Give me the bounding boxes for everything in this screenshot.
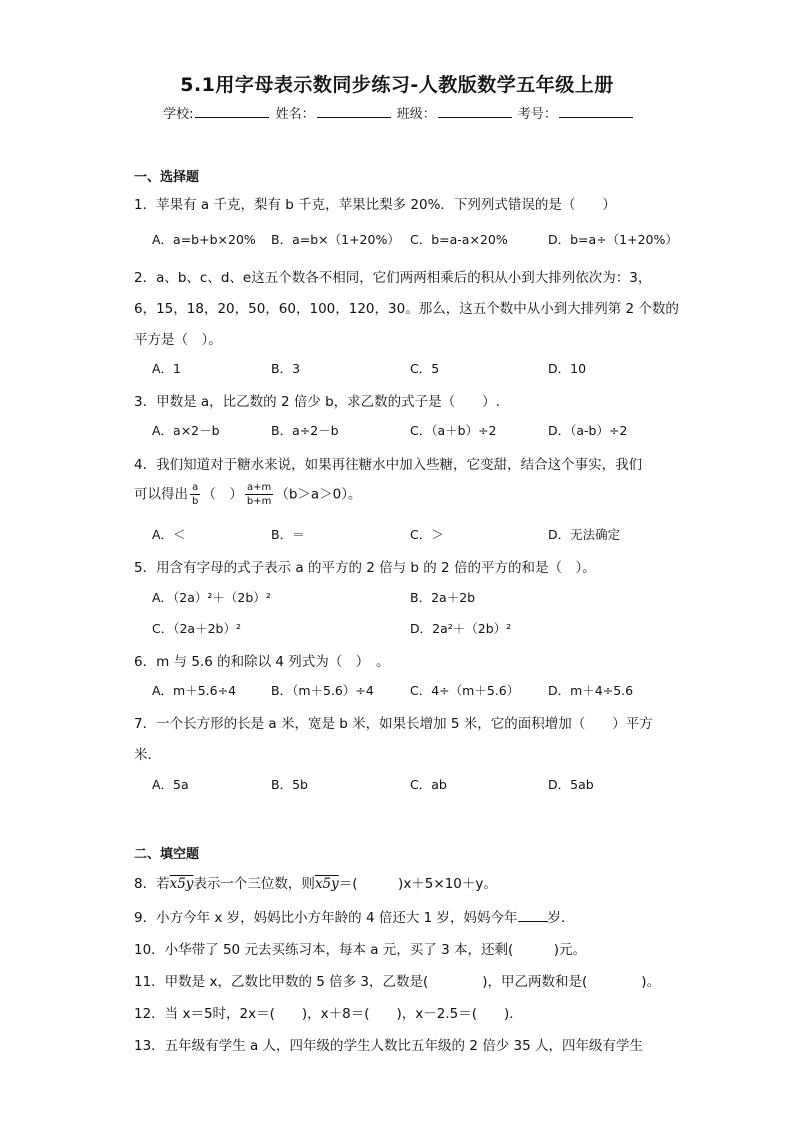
question-4-suffix: （b＞a＞0）。 — [275, 486, 362, 503]
class-blank[interactable] — [438, 105, 512, 118]
question-2-option-b[interactable]: B．3 — [271, 361, 301, 376]
question-2-option-c[interactable]: C．5 — [410, 361, 440, 376]
question-3-option-d[interactable]: D．（a-b）÷2 — [548, 423, 628, 438]
question-6-stem: 6．m 与 5.6 的和除以 4 列式为（ ） 。 — [134, 654, 390, 670]
question-9-suffix: 岁． — [547, 910, 575, 926]
question-3-stem: 3．甲数是 a，比乙数的 2 倍少 b，求乙数的式子是（ ）. — [134, 394, 500, 410]
question-4-option-b[interactable]: B．＝ — [271, 527, 305, 542]
question-2-line-2: 6，15，18，20，50，60，100，120，30。那么，这五个数中从小到大排列第 2 个数的 — [134, 301, 679, 317]
question-9-answer-blank[interactable] — [518, 910, 548, 922]
question-1-stem: 1．苹果有 a 千克，梨有 b 千克，苹果比梨多 20%．下列列式错误的是（ ） — [134, 197, 616, 213]
question-7-option-b[interactable]: B．5b — [271, 777, 308, 792]
question-1-option-d[interactable]: D．b=a÷（1+20%） — [548, 232, 678, 247]
question-8-prefix: 8．若 — [134, 876, 170, 892]
question-6-option-a[interactable]: A．m＋5.6÷4 — [152, 683, 237, 698]
fraction-am-over-bm — [245, 481, 273, 508]
question-4-option-d[interactable]: D．无法确定 — [548, 527, 621, 542]
question-3-option-a[interactable]: A．a×2－b — [152, 423, 220, 438]
question-1-option-b[interactable]: B．a=b×（1+20%） — [271, 232, 400, 247]
question-7-option-a[interactable]: A．5a — [152, 777, 189, 792]
question-11[interactable]: 11．甲数是 x，乙数比甲数的 5 倍多 3，乙数是( )，甲乙两数和是( )。 — [134, 974, 661, 990]
name-label: 姓名： — [275, 107, 315, 122]
question-13: 13．五年级有学生 a 人，四年级的学生人数比五年级的 2 倍少 35 人，四年级有学生 — [134, 1038, 643, 1054]
question-5-stem: 5．用含有字母的式子表示 a 的平方的 2 倍与 b 的 2 倍的平方的和是（ ）。 — [134, 560, 596, 576]
overlined-number-1: x5y — [169, 876, 194, 892]
question-4-line-2 — [134, 481, 362, 508]
fraction-2-numerator: a+m — [245, 481, 273, 495]
question-5-option-c[interactable]: C．（2a＋2b）² — [152, 621, 241, 636]
question-5-option-d[interactable]: D．2a²＋（2b）² — [410, 621, 512, 636]
question-12[interactable]: 12．当 x＝5时，2x＝( )，x＋8＝( )，x－2.5＝( )． — [134, 1006, 523, 1022]
question-2-line-3: 平方是（ ）。 — [134, 332, 222, 348]
section-heading-choice: 一、选择题 — [134, 170, 200, 185]
question-4-option-a[interactable]: A．＜ — [152, 527, 186, 542]
school-label: 学校: — [163, 107, 194, 122]
number-blank[interactable] — [559, 105, 633, 118]
question-2-line-1: 2．a、b、c、d、e这五个数各不相同，它们两两相乘后的积从小到大排列依次为：3， — [134, 270, 652, 286]
question-5-option-b[interactable]: B．2a＋2b — [410, 590, 476, 605]
question-4-line-1: 4．我们知道对于糖水来说，如果再往糖水中加入些糖，它变甜，结合这个事实，我们 — [134, 457, 643, 473]
section-heading-fill-in: 二、填空题 — [134, 847, 200, 862]
question-2-option-a[interactable]: A．1 — [152, 361, 182, 376]
class-label: 班级： — [396, 107, 436, 122]
question-5-option-a[interactable]: A．（2a）²＋（2b）² — [152, 590, 271, 605]
question-9 — [134, 906, 575, 926]
fraction-a-over-b — [190, 481, 200, 508]
student-info-row — [0, 103, 794, 122]
question-6-option-c[interactable]: C．4÷（m＋5.6） — [410, 683, 520, 698]
question-7-line-2: 米． — [134, 747, 161, 763]
question-10[interactable]: 10．小华带了 50 元去买练习本，每本 a 元，买了 3 本，还剩( )元。 — [134, 942, 586, 958]
question-4-prefix: 可以得出 — [134, 486, 188, 503]
question-1-option-a[interactable]: A．a=b+b×20% — [152, 232, 256, 247]
question-6-option-b[interactable]: B．（m＋5.6）÷4 — [271, 683, 374, 698]
question-4-answer-blank[interactable]: （ ） — [202, 486, 243, 503]
question-7-line-1: 7．一个长方形的长是 a 米，宽是 b 米，如果长增加 5 米，它的面积增加（ ）平方 — [134, 716, 653, 732]
fraction-2-denominator: b+m — [246, 496, 272, 507]
fraction-1-denominator: b — [192, 496, 199, 507]
question-3-option-c[interactable]: C．（a＋b）÷2 — [410, 423, 497, 438]
question-6-option-d[interactable]: D．m＋4÷5.6 — [548, 683, 634, 698]
name-blank[interactable] — [317, 105, 391, 118]
question-7-option-c[interactable]: C．ab — [410, 777, 447, 792]
question-2-option-d[interactable]: D．10 — [548, 361, 587, 376]
question-8-suffix[interactable]: ＝( )x＋5×10＋y。 — [338, 876, 497, 892]
number-label: 考号： — [517, 107, 557, 122]
question-9-prefix: 9．小方今年 x 岁，妈妈比小方年龄的 4 倍还大 1 岁，妈妈今年 — [134, 910, 518, 926]
question-7-option-d[interactable]: D．5ab — [548, 777, 594, 792]
page-title: 5.1用字母表示数同步练习-人教版数学五年级上册 — [180, 74, 614, 96]
question-1-option-c[interactable]: C．b=a-a×20% — [410, 232, 508, 247]
question-8 — [134, 872, 497, 892]
question-3-option-b[interactable]: B．a÷2－b — [271, 423, 339, 438]
overlined-number-2: x5y — [314, 876, 339, 892]
school-blank[interactable] — [195, 105, 269, 118]
fraction-1-numerator: a — [190, 481, 200, 495]
question-8-middle: 表示一个三位数，则 — [193, 876, 315, 892]
question-4-option-c[interactable]: C．＞ — [410, 527, 444, 542]
